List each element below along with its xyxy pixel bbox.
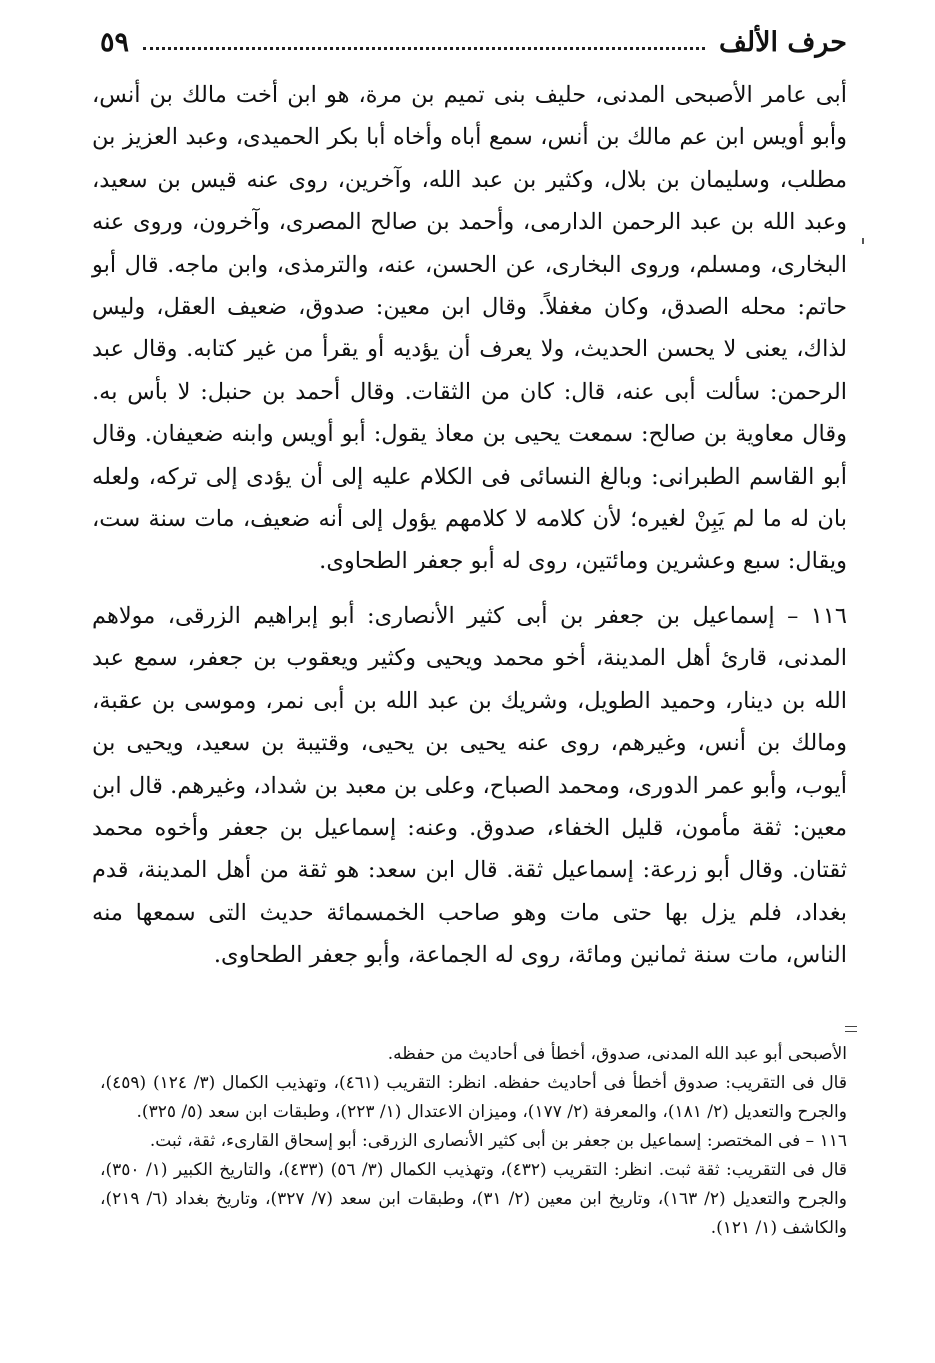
main-paragraph-entry-116: ١١٦ – إسماعيل بن جعفر بن أبى كثير الأنصارى: أبو إبراهيم الزرقى، مولاهم المدنى، قارئ أهل المدينة، أخو محمد ويحيى وكثير ويعقوب بن جعفر، سمع عبد الله بن دينار، وحميد الطويل، وشريك بن عبد الله بن أبى نمر، وموسى بن عقبة، ومالك بن أنس، وغيرهم، روى عنه يحيى بن يحيى، وقتيبة بن سعيد، ويحيى بن أيوب، وأبو عمر الدورى، ومحمد الصباح، وعلى بن معبد بن شداد، وغيرهم. قال ابن معين: ثقة مأمون، قليل الخفاء، صدوق. وعنه: إسماعيل بن جعفر وأخوه محمد ثقتان. وقال أبو زرعة: إسماعيل ثقة. قال ابن سعد: هو ثقة من أهل المدينة، قدم بغداد، فلم يزل بها حتى مات وهو صاحب الخمسمائة حديث التى سمعها منه الناس، مات سنة ثمانين ومائة، روى له الجماعة، وأبو جعفر الطحاوى. [92,602,847,969]
footnote-line: ١١٦ – فى المختصر: إسماعيل بن جعفر بن أبى كثير الأنصارى الزرقى: أبو إسحاق القارىء، ثقة، ثبت. [149,1131,847,1151]
footnotes [100,1040,847,1243]
header-dot-leader [143,47,705,50]
footnote-separator-mark [845,1026,857,1032]
scan-speck [862,238,864,244]
main-text [92,74,847,977]
main-paragraph-continuation: أبى عامر الأصبحى المدنى، حليف بنى تميم بن مرة، هو ابن أخت مالك بن أنس، وأبو أويس ابن عم مالك بن أنس، سمع أباه وأخاه أبا بكر الحميدى، وعبد العزيز بن مطلب، وسليمان بن بلال، وكثير بن عبد الله، وآخرين، روى عنه قيس بن سعيد، وعبد الله بن عبد الرحمن الدارمى، وأحمد بن صالح المصرى، وآخرون، وروى عنه البخارى، ومسلم، وروى البخارى، عن الحسن، عنه، والترمذى، وابن ماجه. قال أبو حاتم: محله الصدق، وكان مغفلاً. وقال ابن معين: صدوق، ضعيف العقل، وليس لذاك، يعنى لا يحسن الحديث، ولا يعرف أن يؤديه أو يقرأ من غير كتابه. وقال عبد الرحمن: سألت أبى عنه، قال: كان من الثقات. وقال أحمد بن حنبل: لا بأس به. وقال معاوية بن صالح: سمعت يحيى بن معاذ يقول: أبو أويس وابنه ضعيفان. وقال أبو القاسم الطبرانى: وبالغ النسائى فى الكلام عليه إلى أن يؤدى إلى تركه، ولعله بان له ما لم يَبِنْ لغيره؛ لأن كلامه لا كلامهم يؤول إلى أنه ضعيف، مات سنة ست، ويقال: سبع وعشرين ومائتين، روى له أبو جعفر الطحاوى. [92,82,847,575]
footnote-line: الأصبحى أبو عبد الله المدنى، صدوق، أخطأ فى أحاديث من حفظه. [387,1044,847,1064]
page-header [100,22,847,62]
chapter-title: حرف الألف [718,26,847,58]
footnote-line: قال فى التقريب: ثقة ثبت. انظر: التقريب (٤٣٢)، وتهذيب الكمال (٣/ ٥٦) (٤٣٣)، والتاريخ الكبير (١/ ٣٥٠)، والجرح والتعديل (٢/ ١٦٣)، وتاريخ ابن معين (٢/ ٣١)، وطبقات ابن سعد (٧/ ٣٢٧)، وتاريخ بغداد (٦/ ٢١٩)، والكاشف (١/ ١٢١). [100,1160,847,1238]
page-number: ٥٩ [100,26,130,58]
footnote-line: قال فى التقريب: صدوق أخطأ فى أحاديث حفظه. انظر: التقريب (٤٦١)، وتهذيب الكمال (٣/ ١٢٤) (٤٥٩)، والجرح والتعديل (٢/ ١٨١)، والمعرفة (٢/ ١٧٧)، وميزان الاعتدال (١/ ٢٢٣)، وطبقات ابن سعد (٥/ ٣٢٥). [100,1073,847,1122]
